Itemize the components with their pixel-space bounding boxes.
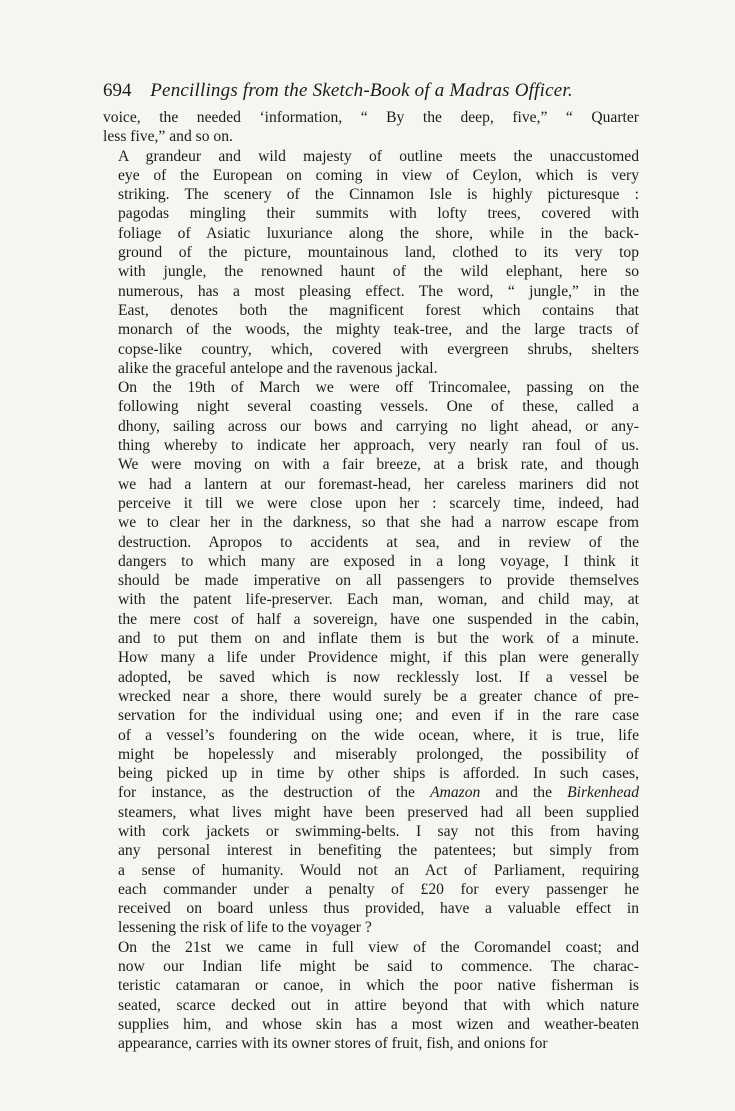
text-line: following night several coasting vessels. One of these, called a <box>118 398 639 416</box>
text-line: thing whereby to indicate her approach, very nearly ran foul of us. <box>118 437 639 455</box>
text-line: now our Indian life might be said to commence. The charac- <box>118 958 639 976</box>
text-line: appearance, carries with its owner stores of fruit, fish, and onions for <box>118 1035 548 1053</box>
text-line: each commander under a penalty of £20 for every passenger he <box>118 880 639 898</box>
text-line: perceive it till we were close upon her : scarcely time, indeed, had <box>118 494 639 512</box>
text-line: less five,” and so on. <box>103 128 233 146</box>
text-line: should be made imperative on all passengers to provide themselves <box>118 572 639 590</box>
paragraph <box>103 938 639 1054</box>
text-line: voice, the needed ‘information, “ By the deep, five,” “ Quarter <box>103 109 639 126</box>
text-line: numerous, has a most pleasing effect. The word, “ jungle,” in the <box>118 282 639 300</box>
text-line: dhony, sailing across our bows and carrying no light ahead, or any- <box>118 417 639 435</box>
text-line: monarch of the woods, the mighty teak-tree, and the large tracts of <box>118 321 639 339</box>
text-line: we had a lantern at our foremast-head, her careless mariners did not <box>118 475 639 493</box>
text-line: a sense of humanity. Would not an Act of Parliament, requiring <box>118 861 639 879</box>
text-line: teristic catamaran or canoe, in which the poor native fisherman is <box>118 977 639 995</box>
text-line: with the patent life-preserver. Each man, woman, and child may, at <box>118 591 639 609</box>
text-line: foliage of Asiatic luxuriance along the shore, while in the back- <box>118 224 639 242</box>
paragraph <box>103 108 639 147</box>
text-line: East, denotes both the magnificent forest which contains that <box>118 301 639 319</box>
text-line: servation for the individual using one; and even if in the rare case <box>118 707 639 725</box>
text-line: and to put them on and inflate them is but the work of a minute. <box>118 630 639 648</box>
text-line: striking. The scenery of the Cinnamon Isle is highly picturesque : <box>118 186 639 204</box>
text-line: we to clear her in the darkness, so that she had a narrow escape from <box>118 514 639 532</box>
text-line: seated, scarce decked out in attire beyond that with which nature <box>118 996 639 1014</box>
text-line: lessening the risk of life to the voyager ? <box>118 919 372 937</box>
text-line: adopted, be saved which is now recklessly lost. If a vessel be <box>118 668 639 686</box>
page-header <box>103 80 639 102</box>
page-number: 694 <box>103 80 132 101</box>
text-line: How many a life under Providence might, if this plan were generally <box>118 649 639 667</box>
text-line: We were moving on with a fair breeze, at a brisk rate, and though <box>118 456 639 474</box>
text-line: destruction. Apropos to accidents at sea, and in review of the <box>118 533 639 551</box>
text-line: with cork jackets or swimming-belts. I say not this from having <box>118 822 639 840</box>
text-line: eye of the European on coming in view of Ceylon, which is very <box>118 166 639 184</box>
text-line: steamers, what lives might have been preserved had all been supplied <box>118 803 639 821</box>
text-line: On the 19th of March we were off Trincomalee, passing on the <box>118 379 639 397</box>
text-line: with jungle, the renowned haunt of the wild elephant, here so <box>118 263 639 281</box>
text-line: A grandeur and wild majesty of outline meets the unaccustomed <box>118 147 639 165</box>
paragraph <box>103 147 639 379</box>
text-line: On the 21st we came in full view of the Coromandel coast; and <box>118 938 639 956</box>
text-line: supplies him, and whose skin has a most wizen and weather-beaten <box>118 1015 639 1033</box>
running-title: Pencillings from the Sketch-Book of a Madras Officer. <box>150 80 573 101</box>
text-line: of a vessel’s foundering on the wide ocean, where, it is true, life <box>118 726 639 744</box>
text-line: any personal interest in benefiting the patentees; but simply from <box>118 842 639 860</box>
text-line: pagodas mingling their summits with lofty trees, covered with <box>118 205 639 223</box>
text-line: the mere cost of half a sovereign, have one suspended in the cabin, <box>118 610 639 628</box>
text-line: ground of the picture, mountainous land, clothed to its very top <box>118 244 639 262</box>
text-line: alike the graceful antelope and the ravenous jackal. <box>118 359 438 377</box>
text-line: copse-like country, which, covered with evergreen shrubs, shelters <box>118 340 639 358</box>
text-line: received on board unless thus provided, have a valuable effect in <box>118 900 639 918</box>
paragraph <box>103 378 639 938</box>
text-line: wrecked near a shore, there would surely be a greater chance of pre- <box>118 687 639 705</box>
text-line: being picked up in time by other ships is afforded. In such cases, <box>118 765 639 783</box>
body-text <box>103 108 639 1054</box>
text-line: might be hopelessly and miserably prolonged, the possibility of <box>118 745 639 763</box>
text-line: dangers to which many are exposed in a long voyage, I think it <box>118 552 639 570</box>
text-line: for instance, as the destruction of the Amazon and the Birkenhead <box>118 784 639 802</box>
